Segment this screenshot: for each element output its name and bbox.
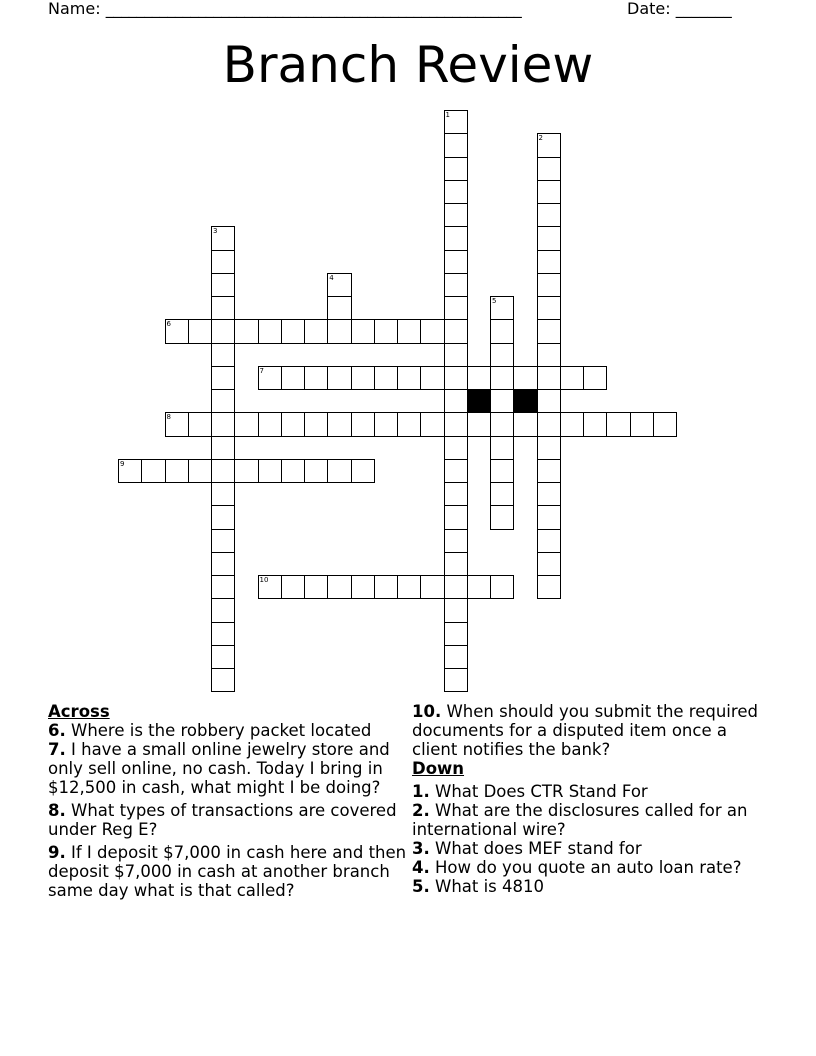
grid-cell[interactable] [281, 319, 305, 343]
grid-cell[interactable] [444, 645, 468, 669]
clue-text: What is 4810 [435, 877, 545, 896]
grid-cell[interactable] [327, 366, 351, 390]
grid-cell[interactable] [467, 366, 491, 390]
grid-cell[interactable] [211, 343, 235, 367]
grid-cell[interactable] [444, 273, 468, 297]
grid-cell[interactable] [560, 366, 584, 390]
grid-cell[interactable] [351, 459, 375, 483]
grid-cell[interactable] [304, 459, 328, 483]
grid-cell[interactable] [490, 482, 514, 506]
grid-cell[interactable] [327, 459, 351, 483]
grid-cell[interactable] [304, 412, 328, 436]
grid-cell[interactable] [537, 552, 561, 576]
down-clue-4 [412, 858, 772, 877]
grid-cell[interactable] [537, 250, 561, 274]
grid-cell[interactable] [304, 366, 328, 390]
grid-cell[interactable] [537, 459, 561, 483]
clue-text: What are the disclosures called for an international wire? [412, 801, 748, 839]
date-line [627, 0, 732, 18]
black-cell [467, 389, 491, 413]
grid-cell[interactable] [351, 412, 375, 436]
grid-cell[interactable] [188, 319, 212, 343]
cell-number: 8 [166, 413, 171, 422]
grid-cell[interactable] [281, 412, 305, 436]
grid-cell[interactable] [560, 412, 584, 436]
clue-number: 3. [412, 839, 430, 858]
grid-cell[interactable] [490, 319, 514, 343]
across-heading: Across [48, 702, 110, 721]
grid-cell[interactable] [444, 296, 468, 320]
grid-cell[interactable] [537, 505, 561, 529]
grid-cell[interactable] [537, 226, 561, 250]
grid-cell[interactable] [211, 668, 235, 692]
grid-cell[interactable] [234, 459, 258, 483]
grid-cell[interactable] [211, 598, 235, 622]
grid-cell[interactable] [211, 505, 235, 529]
date-label: Date: [627, 0, 671, 18]
grid-cell[interactable] [374, 575, 398, 599]
grid-cell[interactable] [537, 529, 561, 553]
grid-cell[interactable] [537, 436, 561, 460]
grid-cell[interactable] [397, 575, 421, 599]
grid-cell[interactable] [211, 250, 235, 274]
clue-number: 2. [412, 801, 430, 820]
clue-text: What Does CTR Stand For [435, 782, 648, 801]
grid-cell[interactable] [444, 668, 468, 692]
down-heading: Down [412, 759, 465, 778]
clue-text: What types of transactions are covered under Reg E? [48, 801, 397, 839]
grid-cell[interactable] [444, 319, 468, 343]
grid-cell[interactable] [444, 598, 468, 622]
grid-cell[interactable] [490, 459, 514, 483]
grid-cell[interactable] [444, 459, 468, 483]
grid-cell[interactable] [211, 412, 235, 436]
grid-cell[interactable] [374, 366, 398, 390]
across-clue-8 [48, 801, 410, 839]
grid-cell[interactable] [211, 436, 235, 460]
grid-cell[interactable] [444, 482, 468, 506]
clue-number: 8. [48, 801, 66, 820]
across-clue-7 [48, 740, 410, 797]
clue-number: 9. [48, 843, 66, 862]
grid-cell[interactable] [211, 319, 235, 343]
grid-cell[interactable] [165, 412, 189, 436]
grid-cell[interactable] [211, 366, 235, 390]
grid-cell[interactable] [327, 273, 351, 297]
grid-cell[interactable] [444, 529, 468, 553]
grid-cell[interactable] [211, 459, 235, 483]
cell-number: 6 [166, 320, 171, 329]
grid-cell[interactable] [211, 622, 235, 646]
grid-cell[interactable] [281, 575, 305, 599]
grid-cell[interactable] [537, 296, 561, 320]
grid-cell[interactable] [444, 436, 468, 460]
grid-cell[interactable] [490, 505, 514, 529]
grid-cell[interactable] [583, 412, 607, 436]
grid-cell[interactable] [630, 412, 654, 436]
down-clue-1 [412, 782, 772, 801]
grid-cell[interactable] [304, 319, 328, 343]
across-clue-6 [48, 721, 410, 740]
grid-cell[interactable] [606, 412, 630, 436]
clues-left-column [48, 702, 410, 900]
grid-cell[interactable] [537, 180, 561, 204]
grid-cell[interactable] [165, 319, 189, 343]
grid-cell[interactable] [537, 133, 561, 157]
grid-cell[interactable] [653, 412, 677, 436]
grid-cell[interactable] [211, 482, 235, 506]
clue-text: If I deposit $7,000 in cash here and then deposit $7,000 in cash at another branch same day what is that called? [48, 843, 407, 900]
clue-text: When should you submit the required documents for a disputed item once a client notifies the bank? [412, 702, 758, 759]
clue-text: Where is the robbery packet located [71, 721, 372, 740]
grid-cell[interactable] [490, 366, 514, 390]
grid-cell[interactable] [258, 412, 282, 436]
grid-cell[interactable] [327, 412, 351, 436]
cell-number: 9 [120, 459, 125, 468]
clue-text: I have a small online jewelry store and only sell online, no cash. Today I bring in $12,500 in cash, what might I be doing? [48, 740, 390, 797]
grid-cell[interactable] [444, 226, 468, 250]
grid-cell[interactable] [444, 552, 468, 576]
grid-cell[interactable] [258, 575, 282, 599]
grid-cell[interactable] [351, 366, 375, 390]
grid-cell[interactable] [490, 412, 514, 436]
cell-number: 4 [329, 273, 334, 282]
grid-cell[interactable] [537, 343, 561, 367]
grid-cell[interactable] [444, 505, 468, 529]
grid-cell[interactable] [444, 203, 468, 227]
grid-cell[interactable] [188, 459, 212, 483]
grid-cell[interactable] [444, 366, 468, 390]
clue-text: How do you quote an auto loan rate? [435, 858, 742, 877]
grid-cell[interactable] [537, 203, 561, 227]
grid-cell[interactable] [444, 575, 468, 599]
date-blank[interactable]: _______ [675, 0, 732, 18]
grid-cell[interactable] [211, 575, 235, 599]
black-cell [513, 389, 537, 413]
clue-number: 7. [48, 740, 66, 759]
grid-cell[interactable] [397, 366, 421, 390]
grid-cell[interactable] [165, 459, 189, 483]
down-clue-3 [412, 839, 772, 858]
grid-cell[interactable] [444, 622, 468, 646]
across-clue-9 [48, 843, 410, 900]
grid-cell[interactable] [537, 319, 561, 343]
cell-number: 3 [213, 227, 218, 236]
grid-cell[interactable] [304, 575, 328, 599]
grid-cell[interactable] [420, 366, 444, 390]
grid-cell[interactable] [490, 436, 514, 460]
grid-cell[interactable] [444, 412, 468, 436]
clue-text: What does MEF stand for [435, 839, 642, 858]
grid-cell[interactable] [397, 319, 421, 343]
grid-cell[interactable] [188, 412, 212, 436]
grid-cell[interactable] [327, 296, 351, 320]
grid-cell[interactable] [211, 645, 235, 669]
grid-cell[interactable] [490, 389, 514, 413]
clue-number: 4. [412, 858, 430, 877]
grid-cell[interactable] [211, 226, 235, 250]
grid-cell[interactable] [513, 366, 537, 390]
grid-cell[interactable] [211, 296, 235, 320]
grid-cell[interactable] [374, 319, 398, 343]
name-line [48, 0, 522, 18]
grid-cell[interactable] [281, 366, 305, 390]
down-clue-5 [412, 877, 772, 896]
grid-cell[interactable] [537, 366, 561, 390]
grid-cell[interactable] [537, 482, 561, 506]
cell-number: 7 [259, 366, 264, 375]
grid-cell[interactable] [374, 412, 398, 436]
grid-cell[interactable] [234, 319, 258, 343]
grid-cell[interactable] [118, 459, 142, 483]
grid-cell[interactable] [444, 250, 468, 274]
name-label: Name: [48, 0, 101, 18]
grid-cell[interactable] [351, 575, 375, 599]
grid-cell[interactable] [258, 319, 282, 343]
grid-cell[interactable] [444, 343, 468, 367]
grid-cell[interactable] [420, 319, 444, 343]
clue-number: 5. [412, 877, 430, 896]
cell-number: 2 [538, 134, 543, 143]
down-clue-2 [412, 801, 772, 839]
grid-cell[interactable] [211, 552, 235, 576]
grid-cell[interactable] [513, 412, 537, 436]
grid-cell[interactable] [444, 389, 468, 413]
grid-cell[interactable] [327, 319, 351, 343]
grid-cell[interactable] [537, 273, 561, 297]
cell-number: 1 [445, 111, 450, 119]
grid-cell[interactable] [537, 157, 561, 181]
grid-cell[interactable] [211, 273, 235, 297]
grid-cell[interactable] [444, 180, 468, 204]
grid-cell[interactable] [537, 412, 561, 436]
grid-cell[interactable] [420, 575, 444, 599]
grid-cell[interactable] [420, 412, 444, 436]
clue-number: 6. [48, 721, 66, 740]
grid-cell[interactable] [141, 459, 165, 483]
grid-cell[interactable] [444, 133, 468, 157]
grid-cell[interactable] [281, 459, 305, 483]
grid-cell[interactable] [397, 412, 421, 436]
grid-cell[interactable] [467, 412, 491, 436]
grid-cell[interactable] [444, 157, 468, 181]
clue-number: 1. [412, 782, 430, 801]
grid-cell[interactable] [258, 366, 282, 390]
cell-number: 5 [492, 297, 497, 305]
grid-cell[interactable] [258, 459, 282, 483]
grid-cell[interactable] [234, 412, 258, 436]
grid-cell[interactable] [583, 366, 607, 390]
across-clue-10 [412, 702, 772, 759]
name-blank[interactable]: ______________________________________________________ [105, 0, 522, 18]
grid-cell[interactable] [537, 575, 561, 599]
cell-number: 10 [259, 576, 269, 584]
clue-number: 10. [412, 702, 442, 721]
grid-cell[interactable] [490, 343, 514, 367]
grid-cell[interactable] [490, 296, 514, 320]
grid-cell[interactable] [444, 110, 468, 134]
grid-cell[interactable] [327, 575, 351, 599]
grid-cell[interactable] [351, 319, 375, 343]
grid-cell[interactable] [211, 529, 235, 553]
clues-right-column [412, 702, 772, 896]
grid-cell[interactable] [490, 575, 514, 599]
grid-cell[interactable] [211, 389, 235, 413]
grid-cell[interactable] [467, 575, 491, 599]
grid-cell[interactable] [537, 389, 561, 413]
page-title: Branch Review [222, 36, 594, 94]
